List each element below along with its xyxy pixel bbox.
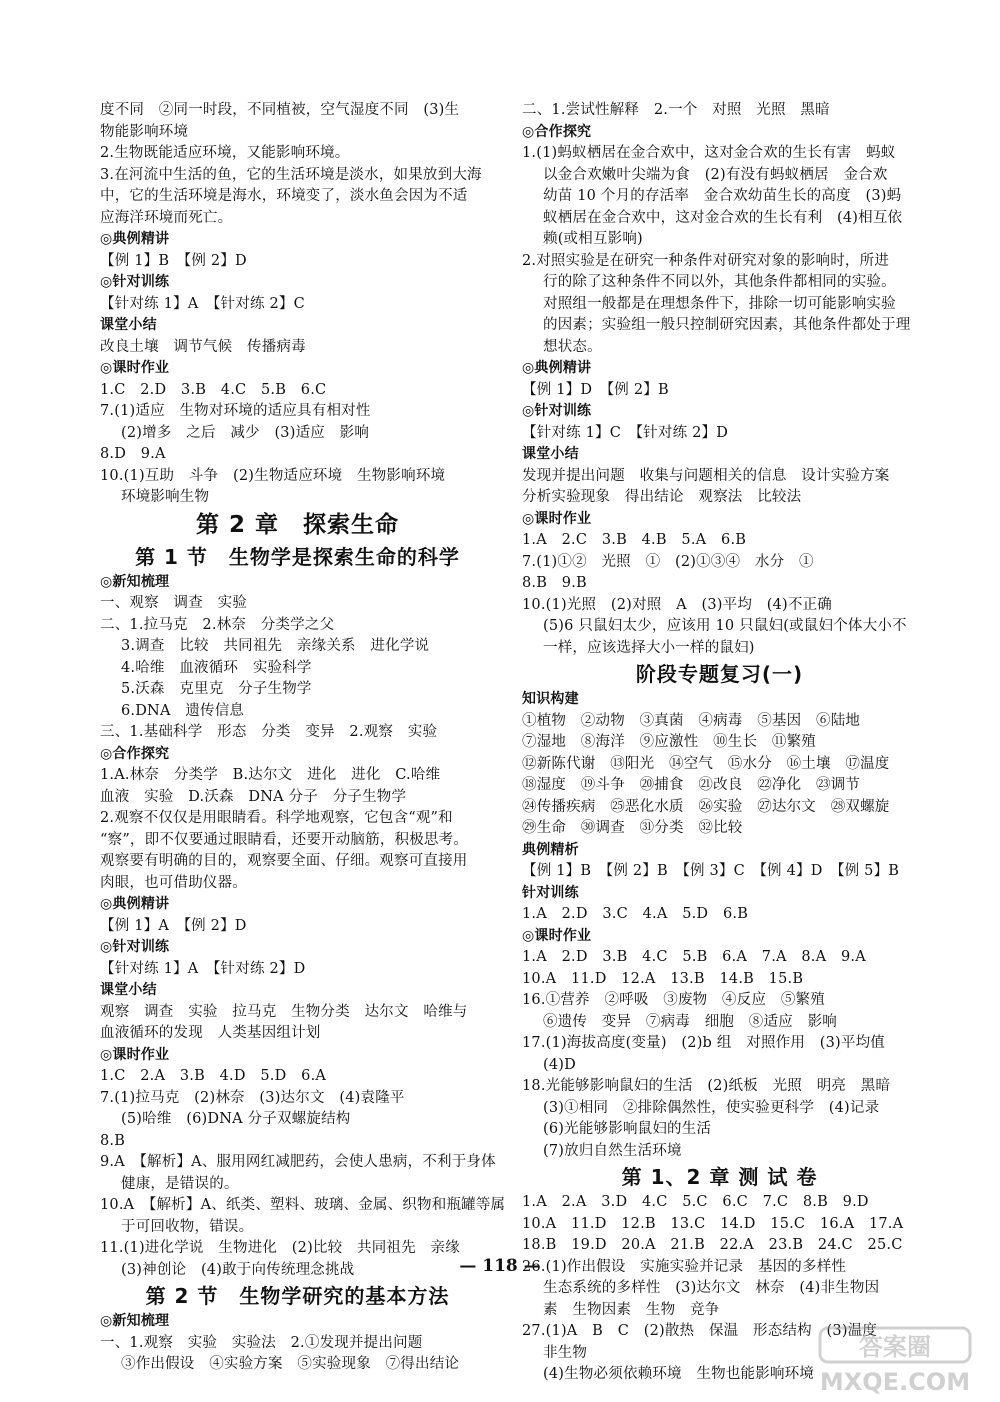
- text-line: 【针对练 1】A 【针对练 2】C: [100, 295, 305, 312]
- section-label: ◎课时作业: [100, 360, 170, 376]
- text-line: 的因素；实验组一般只控制研究因素，其他条件都处于理: [543, 317, 911, 333]
- text-line: (3)神创论 (4)敢于向传统理念挑战: [121, 1261, 355, 1278]
- text-line: ⑦湿地 ⑧海洋 ⑨应激性 ⑩生长 ⑪繁殖: [522, 734, 816, 750]
- text-line: 血液 实验 D.沃森 DNA 分子 分子生物学: [100, 788, 407, 805]
- section-label: ◎典例精讲: [100, 231, 170, 247]
- text-line: 中，它的生活环境是海水，环境变了，淡水鱼会因为不适: [100, 188, 468, 204]
- text-line: 物能影响环境: [100, 123, 189, 140]
- text-line: 6.DNA 遗传信息: [121, 702, 245, 719]
- text-line: 26.(1)作出假设 实施实验并记录 基因的多样性: [522, 1258, 847, 1275]
- text-line: 7.(1)①② 光照 ① (2)①③④ 水分 ①: [522, 553, 814, 570]
- right-column: [522, 100, 917, 1386]
- text-line: ㉙生命 ㉚调查 ㉛分类 ㉜比较: [522, 820, 743, 836]
- section-label: ◎典例精讲: [100, 896, 170, 912]
- text-line: 1.C 2.A 3.B 4.D 5.D 6.A: [100, 1068, 327, 1084]
- text-line: 10.A 11.D 12.A 13.B 14.B 15.B: [522, 970, 804, 987]
- text-line: 二、1.拉马克 2.林奈 分类学之父: [100, 616, 335, 633]
- text-line: 10.(1)互助 斗争 (2)生物适应环境 生物影响环境: [100, 467, 446, 484]
- text-line: (3)①相同 ②排除偶然性，使实验更科学 (4)记录: [543, 1099, 880, 1116]
- text-line: 8.D 9.A: [100, 446, 166, 462]
- section-title: 阶段专题复习(一): [635, 662, 804, 686]
- section-label: ◎针对训练: [522, 403, 592, 419]
- text-line: 1.C 2.D 3.B 4.C 5.B 6.C: [100, 381, 327, 398]
- page-number: — 118 —: [459, 1256, 541, 1276]
- section-label: 课堂小结: [522, 446, 579, 462]
- text-line: 于可回收物，错误。: [121, 1218, 254, 1235]
- text-line: 幼苗 10 个月的存活率 金合欢幼苗生长的高度 (3)蚂: [543, 188, 902, 204]
- text-line: 【例 1】A 【例 2】D: [100, 917, 247, 934]
- text-line: 发现并提出问题 收集与问题相关的信息 设计实验方案: [522, 467, 890, 484]
- section-title: 第 2 节 生物学研究的基本方法: [145, 1284, 450, 1308]
- text-line: 一、1.观察 实验 实验法 2.①发现并提出问题: [100, 1334, 423, 1351]
- section-title: 第 1、2 章 测 试 卷: [621, 1165, 818, 1189]
- section-label: ◎合作探究: [522, 123, 592, 140]
- section-title: 第 1 节 生物学是探索生命的科学: [135, 544, 460, 569]
- text-line: 蚁栖居在金合欢中，这对金合欢的生长有利 (4)相互依: [543, 209, 903, 226]
- text-line: 以金合欢嫩叶尖端为食 (2)有没有蚂蚁栖居 金合欢: [543, 166, 888, 183]
- section-label: ◎合作探究: [100, 745, 170, 762]
- text-line: 18.光能够影响鼠妇的生活 (2)纸板 光照 明亮 黑暗: [522, 1078, 891, 1094]
- text-line: 【例 1】D 【例 2】B: [522, 381, 669, 398]
- section-label: ◎针对训练: [100, 274, 170, 290]
- section-label: 课堂小结: [100, 317, 157, 333]
- text-line: 素 生物因素 生物 竞争: [543, 1301, 720, 1318]
- text-line: 1.(1)蚂蚁栖居在金合欢中，这对金合欢的生长有害 蚂蚁: [522, 145, 896, 161]
- section-label: ◎课时作业: [522, 510, 592, 527]
- text-line: 应海洋环境而死亡。: [100, 209, 233, 226]
- text-line: “察”，即不仅要通过眼睛看，还要开动脑筋，积极思考。: [100, 831, 469, 848]
- text-line: 度不同 ②同一时段，不同植被，空气湿度不同 (3)生: [100, 102, 460, 118]
- watermark-glyphs: 答案圈: [859, 1333, 931, 1361]
- text-line: 1.A.林奈 分类学 B.达尔文 进化 进化 C.哈维: [100, 767, 441, 783]
- text-line: 一样，应该选择大小一样的鼠妇): [543, 639, 755, 656]
- text-line: 10.A 【解析】A、纸类、塑料、玻璃、金属、织物和瓶罐等属: [100, 1197, 506, 1213]
- text-line: (4)D: [543, 1056, 576, 1073]
- section-label: ◎课时作业: [522, 927, 592, 944]
- text-line: (5)哈维 (6)DNA 分子双螺旋结构: [121, 1111, 351, 1127]
- text-line: ⑫新陈代谢 ⑬阳光 ⑭空气 ⑮水分 ⑯土壤 ⑰温度: [522, 755, 890, 772]
- text-line: 17.(1)海拔高度(变量) (2)b 组 对照作用 (3)平均值: [522, 1035, 885, 1051]
- text-line: 7.(1)拉马克 (2)林奈 (3)达尔文 (4)袁隆平: [100, 1089, 405, 1106]
- text-line: 行的除了这种条件不同以外，其他条件都相同的实验。: [543, 274, 896, 290]
- text-line: 27.(1)A B C (2)散热 保温 形态结构 (3)温度: [522, 1323, 878, 1339]
- section-label: ◎课时作业: [100, 1046, 170, 1063]
- text-line: (6)光能够影响鼠妇的生活: [543, 1121, 712, 1137]
- text-line: 环境影响生物: [121, 489, 210, 505]
- text-line: 1.A 2.D 3.C 4.A 5.D 6.B: [522, 906, 749, 922]
- text-line: 1.A 2.D 3.B 4.C 5.B 6.A 7.A 8.A 9.A: [522, 949, 866, 965]
- text-line: 观察要有明确的目的，观察要全面、仔细。观察可直接用: [100, 853, 468, 869]
- text-line: ⑥遗传 变异 ⑦病毒 细胞 ⑧适应 影响: [543, 1013, 837, 1030]
- text-line: (2)增多 之后 减少 (3)适应 影响: [121, 424, 370, 441]
- text-line: 2.生物既能适应环境，又能影响环境。: [100, 145, 350, 161]
- text-line: 3.调查 比较 共同祖先 亲缘关系 进化学说: [121, 638, 430, 654]
- text-line: 改良土壤 调节气候 传播病毒: [100, 338, 306, 355]
- text-line: 肉眼，也可借助仪器。: [100, 874, 247, 891]
- text-line: 想状态。: [543, 338, 602, 355]
- text-line: 健康，是错误的。: [121, 1175, 239, 1192]
- text-line: 对照组一般都是在理想条件下，排除一切可能影响实验: [543, 295, 896, 312]
- text-line: 一、观察 调查 实验: [100, 595, 247, 611]
- text-line: 1.A 2.C 3.B 4.B 5.A 6.B: [522, 532, 747, 548]
- text-line: 1.A 2.A 3.D 4.C 5.C 6.C 7.C 8.B 9.D: [522, 1194, 869, 1210]
- watermark-text: MXQE.COM: [819, 1368, 971, 1396]
- text-line: (4)生物必须依赖环境 生物也能影响环境: [543, 1366, 815, 1382]
- text-line: 【例 1】B 【例 2】B 【例 3】C 【例 4】D 【例 5】B: [522, 863, 900, 879]
- section-label: 针对训练: [522, 884, 579, 901]
- text-line: 10.(1)光照 (2)对照 A (3)平均 (4)不正确: [522, 596, 832, 613]
- section-label: ◎针对训练: [100, 939, 170, 955]
- text-line: 二、1.尝试性解释 2.一个 对照 光照 黑暗: [522, 102, 830, 118]
- text-line: 赖(或相互影响): [543, 231, 643, 247]
- text-line: 2.对照实验是在研究一种条件对研究对象的影响时，所进: [522, 252, 890, 269]
- text-line: (5)6 只鼠妇太少，应该用 10 只鼠妇(或鼠妇个体大小不: [543, 618, 907, 634]
- text-line: 【例 1】B 【例 2】D: [100, 252, 247, 269]
- text-line: 【针对练 1】A 【针对练 2】D: [100, 960, 306, 977]
- section-label: 知识构建: [522, 691, 579, 707]
- section-label: ◎新知梳理: [100, 1313, 170, 1329]
- text-line: 16.①营养 ②呼吸 ③废物 ④反应 ⑤繁殖: [522, 992, 825, 1008]
- section-label: ◎新知梳理: [100, 573, 170, 590]
- section-label: ◎典例精讲: [522, 360, 592, 376]
- text-line: 生态系统的多样性 (3)达尔文 林奈 (4)非生物因: [543, 1280, 880, 1296]
- text-line: 10.A 11.D 12.B 13.C 14.D 15.C 16.A 17.A: [522, 1215, 904, 1232]
- text-line: 4.哈维 血液循环 实验科学: [121, 659, 312, 676]
- text-line: 2.观察不仅仅是用眼睛看。科学地观察，它包含“观”和: [100, 810, 453, 826]
- section-label: 典例精析: [522, 841, 579, 858]
- text-line: 非生物: [543, 1344, 588, 1361]
- text-line: 9.A 【解析】A、服用网红减肥药，会使人患病，不利于身体: [100, 1154, 496, 1170]
- section-label: 课堂小结: [100, 982, 157, 998]
- text-line: 8.B: [100, 1132, 126, 1149]
- text-line: 18.B 19.D 20.A 21.B 22.A 23.B 24.C 25.C: [522, 1237, 903, 1253]
- text-line: 三、1.基础科学 形态 分类 变异 2.观察 实验: [100, 724, 438, 740]
- text-line: 7.(1)适应 生物对环境的适应具有相对性: [100, 403, 371, 419]
- text-line: 3.在河流中生活的鱼，它的生活环境是淡水，如果放到大海: [100, 166, 482, 183]
- text-line: 血液循环的发现 人类基因组计划: [100, 1025, 321, 1041]
- chapter-title: 第 2 章 探索生命: [195, 511, 400, 538]
- text-line: 分析实验现象 得出结论 观察法 比较法: [522, 489, 802, 505]
- text-line: (7)放归自然生活环境: [543, 1142, 682, 1159]
- text-line: ①植物 ②动物 ③真菌 ④病毒 ⑤基因 ⑥陆地: [522, 712, 861, 729]
- text-line: ⑱湿度 ⑲斗争 ⑳捕食 ㉑改良 ㉒净化 ㉓调节: [522, 777, 861, 793]
- text-line: 8.B 9.B: [522, 575, 587, 591]
- text-line: 11.(1)进化学说 生物进化 (2)比较 共同祖先 亲缘: [100, 1240, 460, 1256]
- watermark-logo: [800, 1326, 990, 1396]
- text-line: 观察 调查 实验 拉马克 生物分类 达尔文 哈维与: [100, 1003, 468, 1020]
- text-line: 【针对练 1】C 【针对练 2】D: [522, 424, 729, 441]
- text-line: ㉔传播疾病 ㉕恶化水质 ㉖实验 ㉗达尔文 ㉘双螺旋: [522, 798, 890, 815]
- text-line: ③作出假设 ④实验方案 ⑤实验现象 ⑦得出结论: [121, 1356, 460, 1372]
- text-line: 5.沃森 克里克 分子生物学: [121, 681, 312, 697]
